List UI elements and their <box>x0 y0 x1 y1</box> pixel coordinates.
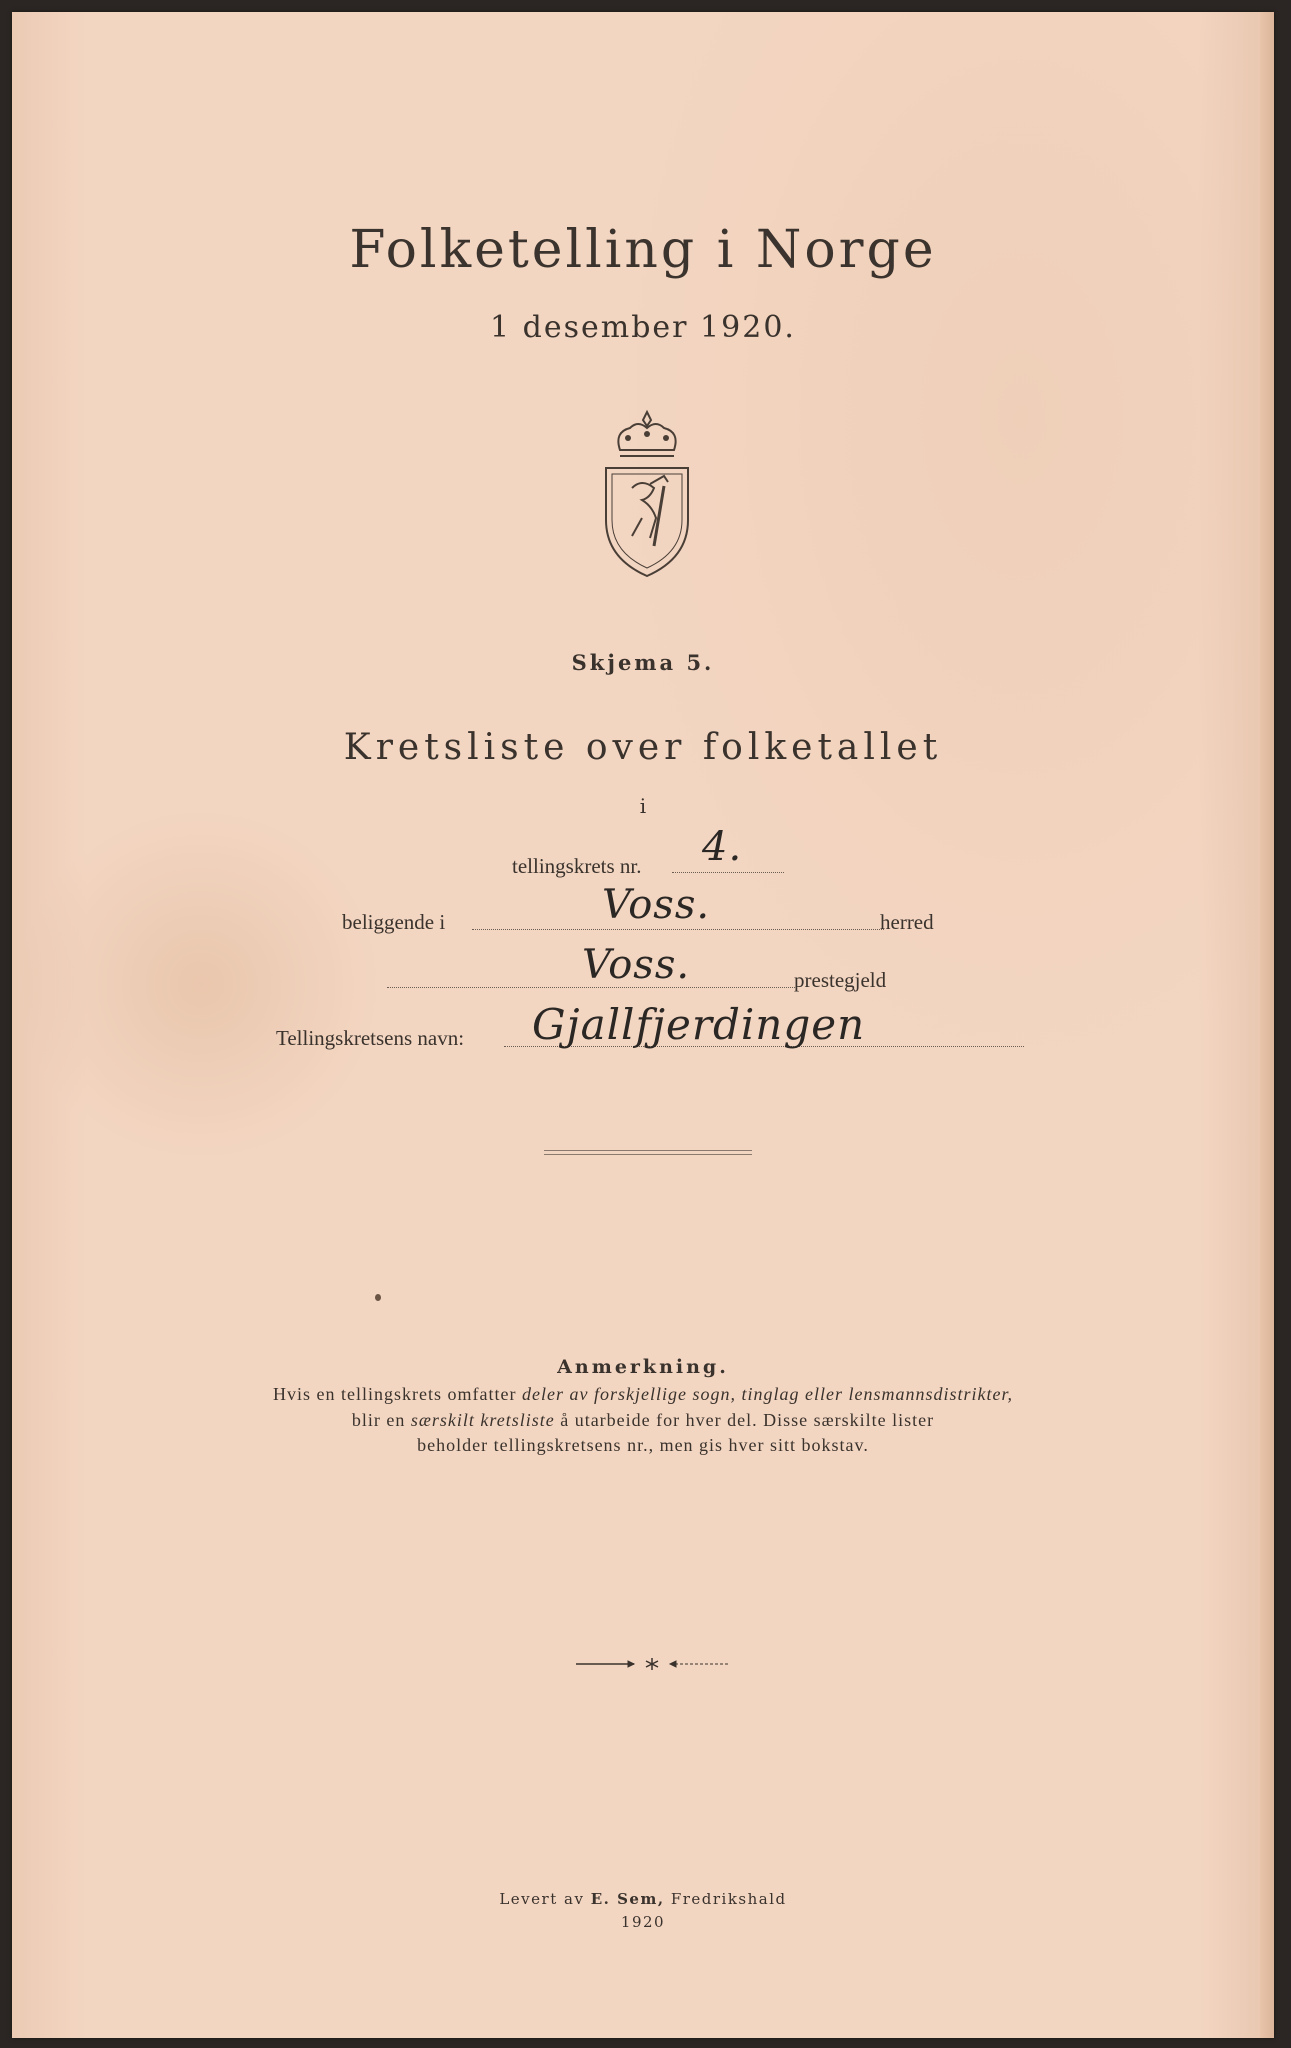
herred-label: herred <box>880 910 934 934</box>
printer-name: E. Sem, <box>590 1890 665 1908</box>
note-line-3: beholder tellingskretsens nr., men gis hver sitt bokstav. <box>417 1435 869 1455</box>
schema-number: Skjema 5. <box>571 650 715 675</box>
krets-nr-label: tellingskrets nr. <box>512 854 642 878</box>
census-form-page <box>12 12 1274 2038</box>
note-line-2-emphasis: særskilt kretsliste <box>410 1410 555 1430</box>
krets-navn-value: Gjallfjerdingen <box>532 1000 866 1049</box>
census-date: 1 desember 1920. <box>490 310 796 345</box>
krets-navn-label: Tellingskretsens navn: <box>276 1026 465 1050</box>
beliggende-label: beliggende i <box>342 910 446 934</box>
printer-year: 1920 <box>620 1913 666 1931</box>
printer-prefix: Levert av <box>499 1890 591 1908</box>
divider-rule <box>544 1150 752 1151</box>
note-line-2-text-end: å utarbeide for hver del. Disse særskilte lister <box>554 1410 935 1430</box>
krets-nr-value: 4. <box>702 824 743 870</box>
note-line-2 <box>12 1410 1274 1431</box>
norwegian-coat-of-arms-icon <box>602 408 692 580</box>
note-line-1-emphasis: deler av forskjellige sogn, tinglag eller lensmannsdistrikter, <box>522 1384 1013 1404</box>
krets-nr-line <box>672 872 784 873</box>
divider-rule <box>544 1154 752 1155</box>
ornament-divider-icon <box>572 1656 732 1672</box>
form-heading: Kretsliste over folketallet <box>343 727 943 768</box>
note-line-1-text: Hvis en tellingskrets omfatter <box>273 1384 522 1404</box>
printer-credit <box>12 1890 1274 1908</box>
ink-spot <box>375 1294 381 1301</box>
herred-value: Voss. <box>602 882 711 928</box>
page-title: Folketelling i Norge <box>349 220 937 280</box>
note-line-1 <box>12 1384 1274 1405</box>
prestegjeld-label: prestegjeld <box>794 968 887 992</box>
note-title: Anmerkning. <box>557 1356 729 1378</box>
note-line-2-text: blir en <box>351 1410 411 1430</box>
printer-city: Fredrikshald <box>664 1890 787 1908</box>
prestegjeld-value: Voss. <box>582 942 691 988</box>
herred-line <box>472 929 884 930</box>
connector-word: i <box>639 794 647 818</box>
